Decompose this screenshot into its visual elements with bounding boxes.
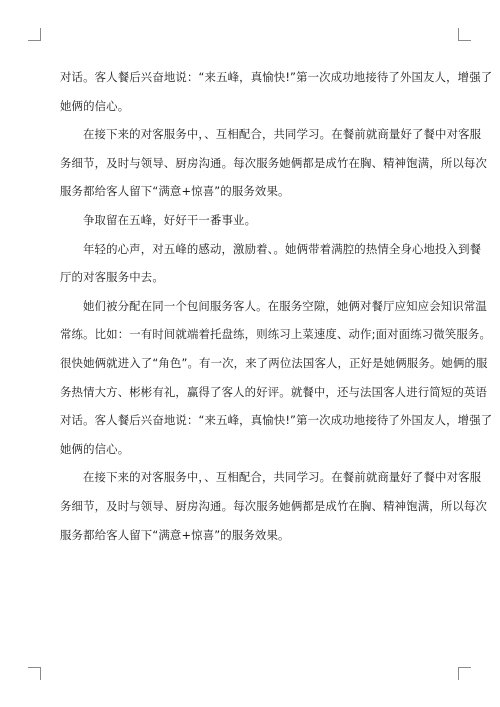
crop-mark-bottom-right — [458, 667, 471, 680]
text-line: 年轻的心声，对五峰的感动，激励着、。她俩带着满腔的热情全身心地投入到餐 — [83, 241, 482, 256]
text-line: 她俩的信心。 — [60, 98, 130, 113]
text-line: 对话。客人餐后兴奋地说：“来五峰，真愉快!”第一次成功地接待了外国友人，增强了 — [60, 413, 493, 428]
text-line: 她们被分配在同一个包间服务客人。在服务空隙，她俩对餐厅应知应会知识常温 — [83, 298, 487, 313]
text-line: 争取留在五峰，好好干一番事业。 — [83, 212, 257, 227]
crop-mark-top-left — [28, 28, 41, 41]
crop-mark-bottom-left — [28, 667, 41, 680]
text-line: 务细节，及时与领导、厨房沟通。每次服务她俩都是成竹在胸、精神饱满，所以每次 — [60, 155, 488, 170]
text-line: 在接下来的对客服务中，、互相配合，共同学习。在餐前就商量好了餐中对客服 — [83, 127, 482, 142]
crop-mark-top-right — [458, 28, 471, 41]
text-line: 服务都给客人留下“满意+惊喜”的服务效果。 — [60, 184, 290, 199]
text-line: 她俩的信心。 — [60, 441, 130, 456]
text-line: 服务都给客人留下“满意+惊喜”的服务效果。 — [60, 527, 290, 542]
text-line: 常练。比如：一有时间就端着托盘练，则练习上菜速度、动作;面对面练习微笑服务。 — [60, 327, 491, 342]
text-line: 务热情大方、彬彬有礼，赢得了客人的好评。就餐中，还与法国客人进行简短的英语 — [60, 384, 488, 399]
text-line: 对话。客人餐后兴奋地说：“来五峰，真愉快!”第一次成功地接待了外国友人，增强了 — [60, 70, 493, 84]
text-line: 务细节，及时与领导、厨房沟通。每次服务她俩都是成竹在胸、精神饱满，所以每次 — [60, 498, 488, 513]
text-line: 很快她俩就进入了“角色”。有一次，来了两位法国客人，正好是她俩服务。她俩的服 — [60, 355, 488, 370]
text-line: 在接下来的对客服务中，、互相配合，共同学习。在餐前就商量好了餐中对客服 — [83, 470, 482, 485]
document-body — [60, 67, 493, 553]
text-line: 厅的对客服务中去。 — [60, 270, 164, 285]
